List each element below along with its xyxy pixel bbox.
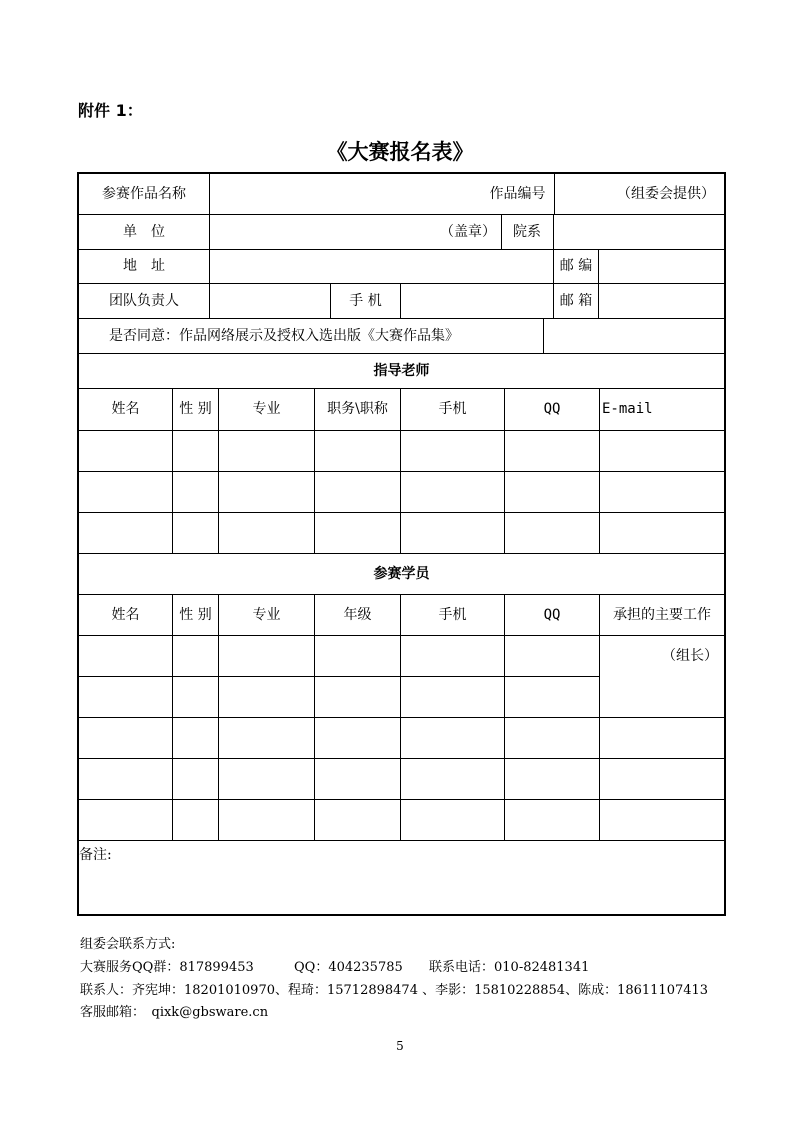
address-field[interactable] xyxy=(210,249,553,283)
advisor-header-major: 专业 xyxy=(252,401,281,417)
remarks-label: 备注: xyxy=(79,847,112,863)
student-header-gender: 性 别 xyxy=(179,606,212,623)
registration-form-table xyxy=(77,172,726,916)
consent-field[interactable] xyxy=(544,318,724,353)
mobile-label: 手 机 xyxy=(349,292,382,309)
form-title: 《大赛报名表》 xyxy=(326,140,474,164)
contact-heading: 组委会联系方式: xyxy=(80,937,176,952)
postcode-field[interactable] xyxy=(599,249,724,283)
team-leader-label: 团队负责人 xyxy=(109,292,179,309)
student-header-work: 承担的主要工作 xyxy=(613,606,711,623)
unit-label: 单 位 xyxy=(123,223,165,240)
advisor-header-email: E-mail xyxy=(602,401,653,417)
advisor-header-title: 职务\职称 xyxy=(327,401,388,417)
page-number: 5 xyxy=(396,1039,404,1053)
contact-line-qq xyxy=(80,956,589,975)
advisor-header-name: 姓名 xyxy=(111,401,140,417)
consent-text: 是否同意：作品网络展示及授权入选出版《大赛作品集》 xyxy=(109,327,459,344)
postcode-label: 邮 编 xyxy=(559,258,593,274)
student-header-mobile: 手机 xyxy=(438,606,467,623)
qq-group: 大赛服务QQ群：817899453 xyxy=(80,960,254,975)
email-label: 邮 箱 xyxy=(559,292,593,309)
student-work-note: （组长） xyxy=(662,647,718,664)
address-label: 地 址 xyxy=(123,258,165,274)
advisor-header-gender: 性 别 xyxy=(179,401,212,417)
student-header-name: 姓名 xyxy=(111,606,140,623)
student-header-major: 专业 xyxy=(252,606,281,623)
advisor-header-qq: QQ xyxy=(543,401,561,417)
students-section-title: 参赛学员 xyxy=(373,565,430,582)
attachment-label: 附件 1： xyxy=(78,101,143,120)
mobile-field[interactable] xyxy=(401,283,553,318)
department-field[interactable] xyxy=(554,214,724,249)
email-field[interactable] xyxy=(599,283,724,318)
qq-number: QQ：404235785 xyxy=(294,960,403,975)
contact-email: 客服邮箱： qixk@gbsware.cn xyxy=(80,1005,269,1020)
work-number-label: 作品编号 xyxy=(489,186,546,202)
work-number-note: （组委会提供） xyxy=(617,186,715,202)
student-header-grade: 年级 xyxy=(343,606,372,623)
work-name-label: 参赛作品名称 xyxy=(102,186,186,202)
advisors-section-title: 指导老师 xyxy=(373,362,430,379)
contact-phone: 联系电话：010-82481341 xyxy=(429,960,590,975)
contact-people: 联系人：齐宪坤：18201010970、程琦：15712898474 、李影：15810228854、陈成：18611107413 xyxy=(80,983,709,998)
student-header-qq: QQ xyxy=(543,606,561,623)
advisor-header-mobile: 手机 xyxy=(438,401,467,417)
team-leader-field[interactable] xyxy=(210,283,330,318)
department-label: 院系 xyxy=(513,223,541,240)
seal-note: （盖章） xyxy=(440,223,496,240)
